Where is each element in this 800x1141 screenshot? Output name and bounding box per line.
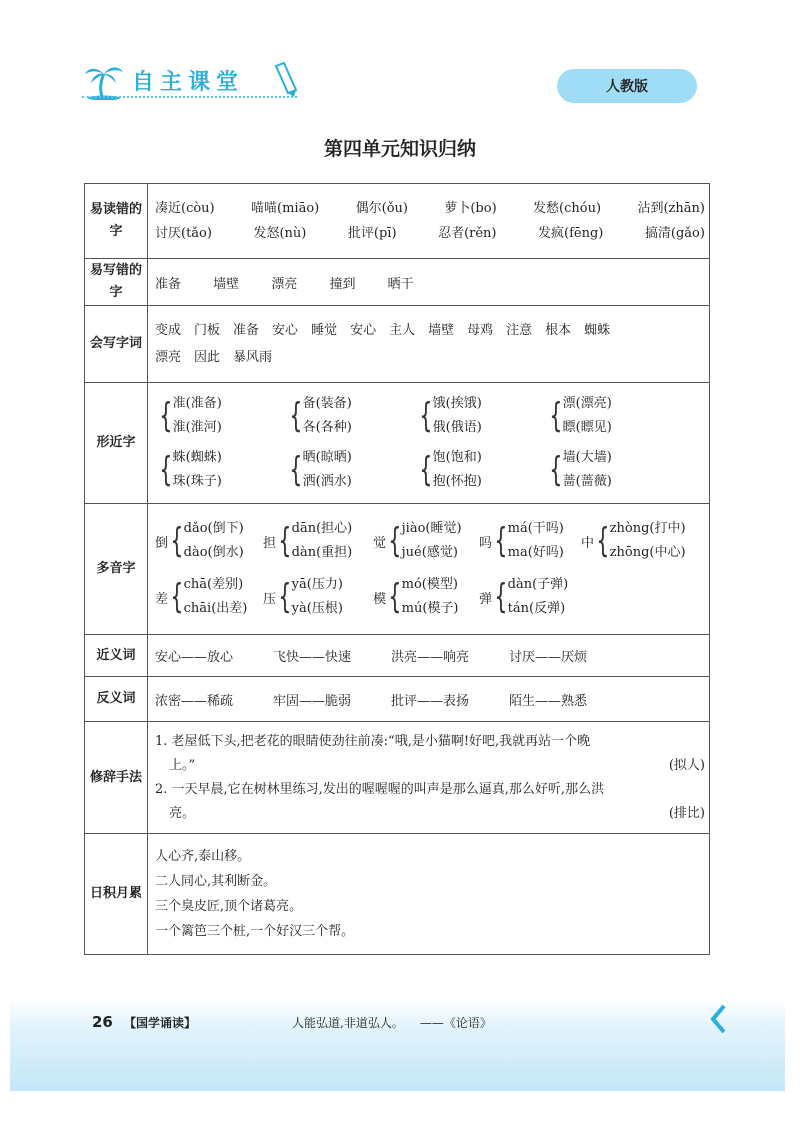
chevron-left-icon[interactable] xyxy=(708,1004,728,1034)
word-item: 晒干 xyxy=(387,276,414,292)
pinyin-word: 沾到(zhān) xyxy=(637,201,705,216)
word-item: 漂亮 xyxy=(155,350,182,365)
pinyin-word: 萝卜(bo) xyxy=(444,201,497,216)
label-synonyms: 近义词 xyxy=(85,635,148,677)
similar-item: 各(各种) xyxy=(302,420,352,435)
polyphone-char: 模 xyxy=(373,591,387,607)
row-similar xyxy=(85,383,710,504)
word-item: 准备 xyxy=(155,276,182,292)
polyphone-char: 觉 xyxy=(373,535,387,551)
similar-group xyxy=(545,446,675,494)
polyphone-char: 差 xyxy=(155,591,169,607)
label-daily: 日积月累 xyxy=(85,834,148,955)
brace-icon: { xyxy=(170,521,184,561)
similar-group xyxy=(155,446,285,494)
easy-read-line-1 xyxy=(155,196,705,221)
similar-item: 蛛(蜘蛛) xyxy=(172,450,222,465)
label-write-words: 会写字词 xyxy=(85,306,148,383)
row-daily xyxy=(85,834,710,955)
similar-item: 珠(珠子) xyxy=(172,474,222,489)
brand-logo xyxy=(82,60,244,100)
similar-item: 备(装备) xyxy=(302,396,352,411)
rhetoric-tag: (拟人) xyxy=(668,757,705,773)
footer-badge: 【国学诵读】 xyxy=(124,1016,197,1030)
proverb: 人心齐,泰山移。 xyxy=(155,849,251,864)
polyphone-group xyxy=(373,573,479,621)
reading: má(干吗) xyxy=(507,521,564,536)
reading: mú(模子) xyxy=(401,601,459,616)
page-title: 第四单元知识归纳 xyxy=(323,138,476,160)
similar-group xyxy=(545,392,675,440)
brace-icon: { xyxy=(549,396,563,436)
similar-item: 饿(挨饿) xyxy=(432,396,482,411)
pinyin-word: 发怒(nù) xyxy=(253,226,307,241)
polyphone-group xyxy=(263,573,373,621)
word-item: 安心 xyxy=(272,323,299,338)
pinyin-word: 喵喵(miāo) xyxy=(251,201,320,216)
rhetoric-tag: (排比) xyxy=(668,805,705,821)
word-item: 睡觉 xyxy=(311,323,338,338)
polyphone-char: 倒 xyxy=(155,535,169,551)
reading: dān(担心) xyxy=(291,521,353,536)
polyphone-group xyxy=(581,517,701,565)
word-item: 主人 xyxy=(389,323,416,338)
similar-item: 漂(漂亮) xyxy=(562,396,612,411)
polyphone-group xyxy=(373,517,479,565)
word-pair: 牢固——脆弱 xyxy=(273,693,352,709)
label-polyphone: 多音字 xyxy=(85,504,148,635)
similar-grid xyxy=(155,389,705,497)
page-number: 26 xyxy=(92,1013,113,1031)
word-item: 注意 xyxy=(506,323,533,338)
similar-item: 洒(洒水) xyxy=(302,474,352,489)
reading: dào(倒水) xyxy=(183,545,244,560)
word-item: 根本 xyxy=(545,323,572,338)
similar-group xyxy=(415,392,545,440)
word-item: 暴风雨 xyxy=(233,350,273,365)
similar-item: 饱(饱和) xyxy=(432,450,482,465)
pinyin-word: 忍者(rěn) xyxy=(438,226,497,241)
word-pair: 陌生——熟悉 xyxy=(509,693,588,709)
word-item: 变成 xyxy=(155,323,182,338)
edition-badge: 人教版 xyxy=(557,69,697,103)
proverb: 二人同心,其利断金。 xyxy=(155,874,277,889)
quote-text: 人能弘道,非道弘人。 xyxy=(292,1016,404,1030)
word-item: 门板 xyxy=(194,323,221,338)
word-pair: 批评——表扬 xyxy=(391,693,470,709)
pencil-icon xyxy=(270,62,300,98)
similar-item: 瞟(瞟见) xyxy=(562,420,612,435)
knowledge-table xyxy=(84,183,710,955)
polyphone-group xyxy=(155,517,263,565)
brace-icon: { xyxy=(419,450,433,490)
word-item: 撞到 xyxy=(329,276,356,292)
polyphone-char: 中 xyxy=(581,535,595,551)
quote-source: ——《论语》 xyxy=(419,1016,492,1030)
row-rhetoric xyxy=(85,722,710,834)
reading: mó(模型) xyxy=(401,577,458,592)
label-easy-read: 易读错的字 xyxy=(85,184,148,259)
word-pair: 飞快——快速 xyxy=(273,650,352,665)
proverb: 一个篱笆三个桩,一个好汉三个帮。 xyxy=(155,924,355,939)
brace-icon: { xyxy=(419,396,433,436)
similar-group xyxy=(285,392,415,440)
row-synonyms xyxy=(85,635,710,677)
reading: yà(压根) xyxy=(291,601,343,616)
row-antonyms xyxy=(85,677,710,722)
row-easy-read xyxy=(85,184,710,259)
similar-item: 俄(俄语) xyxy=(432,420,482,435)
label-easy-write: 易写错的字 xyxy=(85,259,148,306)
reading: jué(感觉) xyxy=(401,545,458,560)
polyphone-char: 吗 xyxy=(479,535,493,551)
brace-icon: { xyxy=(170,577,184,617)
word-item: 母鸡 xyxy=(467,323,494,338)
similar-item: 蔷(蔷薇) xyxy=(562,474,612,489)
word-pair: 浓密——稀疏 xyxy=(155,693,234,709)
brace-icon: { xyxy=(289,396,303,436)
rhetoric-sentence: 2. 一天早晨,它在树林里练习,发出的喔喔喔的叫声是那么逼真,那么好听,那么洪 xyxy=(155,781,605,797)
brace-icon: { xyxy=(159,396,173,436)
brace-icon: { xyxy=(289,450,303,490)
palm-tree-icon xyxy=(82,60,126,100)
label-rhetoric: 修辞手法 xyxy=(85,722,148,834)
similar-item: 抱(怀抱) xyxy=(432,474,482,489)
header-dotted-line xyxy=(82,96,297,98)
brace-icon: { xyxy=(494,521,508,561)
word-item: 漂亮 xyxy=(271,276,298,292)
reading: zhōng(中心) xyxy=(609,545,686,560)
brace-icon: { xyxy=(278,521,292,561)
polyphone-grid xyxy=(155,513,705,625)
pinyin-word: 批评(pī) xyxy=(347,226,397,241)
brace-icon: { xyxy=(278,577,292,617)
row-polyphone xyxy=(85,504,710,635)
reading: dàn(重担) xyxy=(291,545,353,560)
brace-icon: { xyxy=(494,577,508,617)
polyphone-char: 压 xyxy=(263,591,277,607)
proverb: 三个臭皮匠,顶个诸葛亮。 xyxy=(155,899,303,914)
label-similar: 形近字 xyxy=(85,383,148,504)
similar-item: 晒(晾晒) xyxy=(302,450,352,465)
brace-icon: { xyxy=(388,521,402,561)
reading: tán(反弹) xyxy=(507,601,566,616)
easy-read-line-2 xyxy=(155,221,705,246)
row-easy-write xyxy=(85,259,710,306)
polyphone-group xyxy=(155,573,263,621)
similar-item: 准(准备) xyxy=(172,396,222,411)
footer-band xyxy=(10,998,785,1091)
polyphone-group xyxy=(263,517,373,565)
page-header xyxy=(82,60,722,110)
footer-quote xyxy=(292,1014,492,1031)
word-item: 因此 xyxy=(194,350,221,365)
polyphone-group xyxy=(479,573,581,621)
brand-title: 自主课堂 xyxy=(132,69,245,95)
pinyin-word: 搞清(gǎo) xyxy=(644,226,705,241)
brace-icon: { xyxy=(388,577,402,617)
pinyin-word: 发疯(fēng) xyxy=(538,226,604,241)
similar-group xyxy=(285,446,415,494)
pinyin-word: 讨厌(tǎo) xyxy=(155,226,212,241)
polyphone-char: 弹 xyxy=(479,591,493,607)
pinyin-word: 偶尔(ǒu) xyxy=(355,201,408,216)
pinyin-word: 发愁(chóu) xyxy=(533,201,602,216)
word-item: 安心 xyxy=(350,323,377,338)
word-item: 墙壁 xyxy=(213,276,240,292)
word-pair: 安心——放心 xyxy=(155,650,234,665)
row-write-words xyxy=(85,306,710,383)
pinyin-word: 凑近(còu) xyxy=(155,201,215,216)
brace-icon: { xyxy=(159,450,173,490)
brace-icon: { xyxy=(596,521,610,561)
word-item: 蜘蛛 xyxy=(584,323,611,338)
rhetoric-sentence: 1. 老屋低下头,把老花的眼睛使劲往前凑:“哦,是小猫啊!好吧,我就再站一个晚 xyxy=(155,733,591,749)
polyphone-char: 担 xyxy=(263,535,277,551)
reading: jiào(睡觉) xyxy=(401,521,462,536)
label-antonyms: 反义词 xyxy=(85,677,148,722)
similar-group xyxy=(415,446,545,494)
brace-icon: { xyxy=(549,450,563,490)
word-item: 准备 xyxy=(233,323,260,338)
reading: dàn(子弹) xyxy=(507,577,569,592)
reading: yā(压力) xyxy=(291,577,343,592)
similar-item: 淮(淮河) xyxy=(172,420,222,435)
rhetoric-sentence-end: 上。” xyxy=(169,757,196,773)
reading: chāi(出差) xyxy=(183,601,248,616)
reading: ma(好吗) xyxy=(507,545,564,560)
word-pair: 洪亮——响亮 xyxy=(391,650,470,665)
word-pair: 讨厌——厌烦 xyxy=(509,650,588,665)
reading: dǎo(倒下) xyxy=(183,521,244,536)
polyphone-group xyxy=(479,517,581,565)
reading: zhòng(打中) xyxy=(609,521,686,536)
similar-item: 墙(大墙) xyxy=(562,450,612,465)
similar-group xyxy=(155,392,285,440)
rhetoric-sentence-end: 亮。 xyxy=(169,805,196,821)
word-item: 墙壁 xyxy=(428,323,455,338)
reading: chā(差别) xyxy=(183,577,244,592)
